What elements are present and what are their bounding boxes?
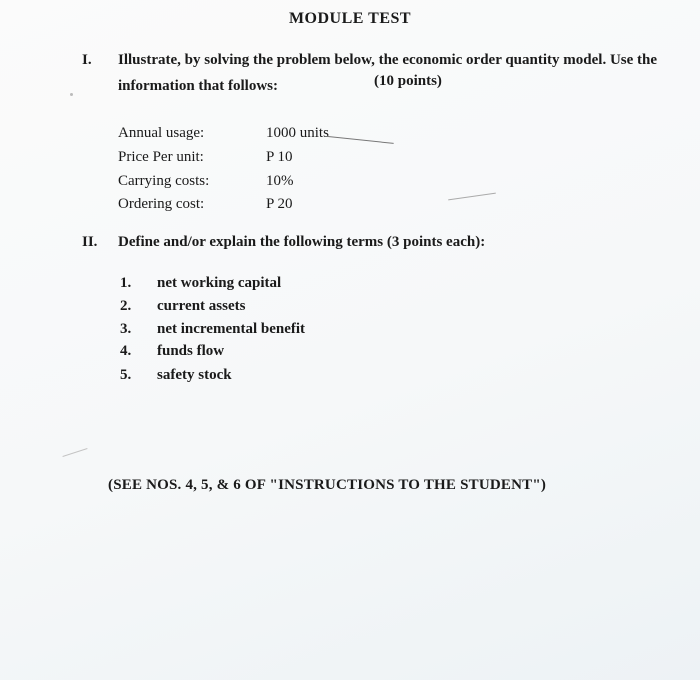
term-label: current assets (157, 298, 246, 314)
section-1-number: I. (82, 52, 92, 68)
section-2-instructions: Define and/or explain the following terms (3 points each): (118, 234, 486, 250)
info-value: P 20 (266, 196, 293, 212)
page-title: MODULE TEST (288, 10, 412, 27)
info-label: Price Per unit: (118, 149, 204, 165)
pencil-line (328, 136, 394, 144)
info-label: Carrying costs: (118, 173, 210, 189)
term-number: 3. (120, 321, 132, 337)
term-number: 5. (120, 367, 132, 383)
info-label: Ordering cost: (118, 196, 205, 212)
info-value: 10% (266, 173, 294, 189)
term-number: 2. (120, 298, 132, 314)
section-1-points: (10 points) (374, 73, 442, 89)
info-label: Annual usage: (118, 125, 205, 141)
term-number: 1. (120, 275, 132, 291)
footer-note: (SEE NOS. 4, 5, & 6 OF "INSTRUCTIONS TO THE STUDENT") (108, 477, 547, 493)
pencil-dot (70, 93, 73, 96)
term-label: net working capital (157, 275, 282, 291)
info-value: 1000 units (266, 125, 329, 141)
term-label: funds flow (157, 343, 225, 359)
section-1-instructions: Illustrate, by solving the problem below, the economic order quantity model. Use the information that follows: (118, 52, 658, 94)
pencil-mark (62, 448, 87, 457)
info-value: P 10 (266, 149, 293, 165)
section-2-number: II. (82, 234, 98, 250)
term-label: net incremental benefit (157, 321, 306, 337)
pencil-mark (448, 193, 496, 201)
term-number: 4. (120, 343, 132, 359)
term-label: safety stock (157, 367, 232, 383)
